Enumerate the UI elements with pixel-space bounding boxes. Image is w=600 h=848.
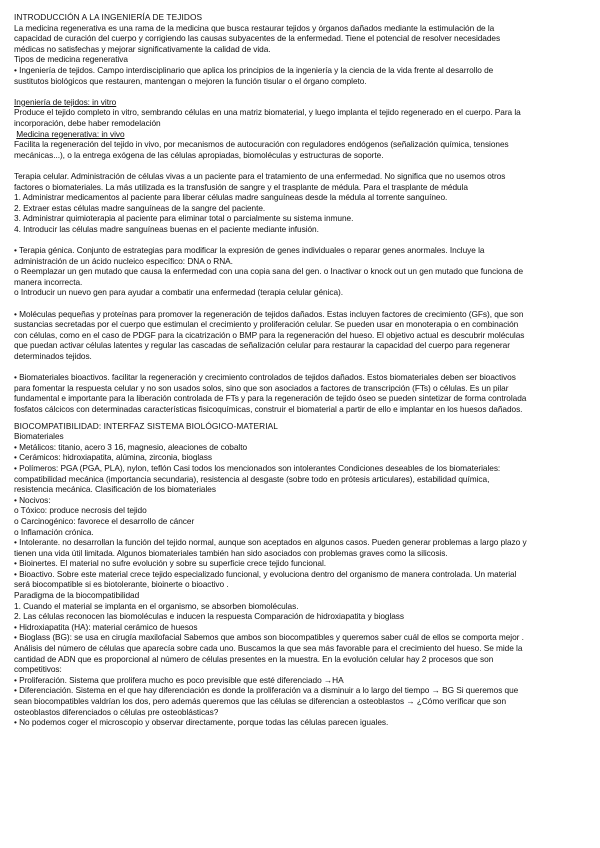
text-line: • Cerámicos: hidroxiapatita, alúmina, zirconia, bioglass <box>14 452 212 463</box>
text-line: • Polímeros: PGA (PGA, PLA), nylon, teflón Casi todos los mencionados son intolerantes Condiciones deseables de los biomateriales: <box>14 462 501 473</box>
text-line: Análisis del número de células que aparecía sobre cada uno. Buscamos la que sea más favorable para el crecimiento del hueso. Se mide la <box>14 643 523 654</box>
text-line: Paradigma de la biocompatibilidad <box>14 590 140 601</box>
text-line: administración de un ácido nucleico específico: DNA o RNA. <box>14 255 233 266</box>
terapia-genica-paragraph <box>14 245 590 298</box>
text-line: manera incorrecta. <box>14 276 83 287</box>
text-line: sustancias secretadas por el cuerpo que estimulan el crecimiento y proliferación celular. Se pueden usar en monoterapia o en combinación <box>14 319 519 330</box>
text-line: sustitutos biológicos que restauren, mantengan o mejoren la función tisular o el órgano completo. <box>14 75 367 86</box>
text-line: • Proliferación. Sistema que prolifera mucho es poco previsible que esté diferenciado →HA <box>14 674 344 685</box>
text-line: mecánicas...), o la entrega exógena de las células apropiadas, biomoléculas y estructuras de soporte. <box>14 149 384 160</box>
text-line: • No podemos coger el microscopio y observar directamente, porque todas las células parecen iguales. <box>14 717 389 728</box>
text-line: Produce el tejido completo in vitro, sembrando células en una matriz biomaterial, y luego implanta el tejido regenerado en el cuerpo. Para la <box>14 107 521 118</box>
text-line: • Terapia génica. Conjunto de estrategias para modificar la expresión de genes individuales o reparar genes anormales. Incluye la <box>14 245 485 256</box>
text-line: Terapia celular. Administración de células vivas a un paciente para el tratamiento de una enfermedad. No significa que no usemos otros <box>14 170 506 181</box>
text-line: Biomateriales <box>14 431 64 442</box>
text-line: será biocompatible si es biotolerante, bioinerte o bioactivo . <box>14 579 229 590</box>
spacer <box>14 86 590 97</box>
text-line: 2. Las células reconocen las biomoléculas e inducen la respuesta Comparación de hidroxiapatita y bioglass <box>14 611 405 622</box>
in-vitro-heading: Ingeniería de tejidos: in vitro <box>14 96 117 107</box>
text-line: • Nocivos: <box>14 494 51 505</box>
text-line: • Moléculas pequeñas y proteínas para promover la regeneración de tejidos dañados. Estas incluyen factores de crecimiento (GFs), que son <box>14 308 524 319</box>
text-line: • Biomateriales bioactivos. facilitar la regeneración y crecimiento controlados de tejidos dañados. Estos biomateriales deben ser bioactivos <box>14 372 516 383</box>
text-line: incorporación, debe haber remodelación <box>14 117 161 128</box>
text-line: cantidad de ADN que es proporcional al número de células presentes en la muestra. En la evolución celular hay 2 procesos que son <box>14 653 494 664</box>
intro-paragraph <box>14 23 590 55</box>
spacer <box>14 160 590 171</box>
text-line: fosfatos cálcicos con determinadas características fisicoquímicas, construir el biomaterial a partir de ello e implantar en los huesos dañados. <box>14 403 523 414</box>
text-line: competitivos: <box>14 664 62 675</box>
biocompatibilidad-body <box>14 431 590 728</box>
text-line: para fomentar la respuesta celular y no son usados solos, sino que son asociados a factores de transcripción (FTs) o células. Es un pilar <box>14 382 509 393</box>
text-line: determinados tejidos. <box>14 351 92 361</box>
text-line: o Tóxico: produce necrosis del tejido <box>14 505 147 516</box>
text-line: • Ingeniería de tejidos. Campo interdisciplinario que aplica los principios de la ingeniería y la ciencia de la vida frente al desarrollo de <box>14 64 494 75</box>
in-vivo-heading: Medicina regenerativa: in vivo <box>16 128 125 139</box>
text-line: 1. Cuando el material se implanta en el organismo, se absorben biomoléculas. <box>14 600 299 611</box>
text-line: 4. Introducir las células madre sanguíneas buenas en el paciente mediante infusión. <box>14 223 319 234</box>
text-line: • Bioinertes. El material no sufre evolución y sobre su superficie crece tejido funcional. <box>14 558 327 569</box>
spacer <box>14 234 590 245</box>
types-heading: Tipos de medicina regenerativa <box>14 54 128 65</box>
text-line: o Carcinogénico: favorece el desarrollo de cáncer <box>14 515 195 526</box>
biomateriales-bioactivos-paragraph <box>14 372 590 414</box>
text-line: • Metálicos: titanio, acero 3 16, magnesio, aleaciones de cobalto <box>14 441 248 452</box>
text-line: • Diferenciación. Sistema en el que hay diferenciación es donde la proliferación va a disminuir a lo largo del tiempo → BG Si queremos que <box>14 685 519 696</box>
text-line: 3. Administrar quimioterapia al paciente para eliminar total o parcialmente su sistema inmune. <box>14 213 354 224</box>
text-line: tienen una vida útil limitada. Algunos biomateriales también han sido asociados con problemas graves como la silicosis. <box>14 547 448 558</box>
text-line: médicas no satisfechas y mejorar significativamente la calidad de vida. <box>14 43 271 54</box>
text-line: o Inflamación crónica. <box>14 526 94 537</box>
text-line: 1. Administrar medicamentos al paciente para liberar células madre sanguíneas desde la médula al torrente sanguíneo. <box>14 192 448 203</box>
text-line: o Reemplazar un gen mutado que causa la enfermedad con una copia sana del gen. o Inactivar o knock out un gen mutado que funciona de <box>14 266 524 277</box>
text-line: compatibilidad mecánica (importancia secundaria), resistencia al desgaste (sobre todo en prótesis articulares), estabilidad química, <box>14 473 490 484</box>
text-line: capacidad de curación del cuerpo y corrigiendo las causas subyacentes de la enfermedad. Tiene el potencial de resolver necesidades <box>14 33 501 44</box>
text-line: • Bioactivo. Sobre este material crece tejido especializado funcional, y evoluciona dentro del organismo de manera controlada. Un material <box>14 568 517 579</box>
text-line: osteoblastos diferenciados o células pre osteoblásticas? <box>14 706 219 717</box>
text-line: La medicina regenerativa es una rama de la medicina que busca restaurar tejidos y órganos dañados mediante la estimulación de la <box>14 22 495 33</box>
text-line: que puedan activar células latentes y regular las cascadas de señalización celular para restaurar la capacidad del cuerpo para regenerar <box>14 340 510 351</box>
text-line: sean biocompatibles valdrían los dos, pero además queremos que las células se diferencian a osteoblastos → ¿Cómo verificar que son <box>14 696 507 706</box>
text-line: fundamental e importante para la liberación controlada de FTs y para la regeneración de tejido óseo se pueden sintetizar de forma controlada <box>14 393 527 404</box>
spacer <box>14 362 590 373</box>
section-title-biocompatibilidad: BIOCOMPATIBILIDAD: INTERFAZ SISTEMA BIOLÓGICO-MATERIAL <box>14 420 279 431</box>
spacer <box>14 298 590 309</box>
moleculas-paragraph <box>14 309 590 362</box>
text-line: 2. Extraer estas células madre sanguíneas de la sangre del paciente. <box>14 202 266 213</box>
text-line: Facilita la regeneración del tejido in vivo, por mecanismos de autocuración con reguladores endógenos (señalización química, tensiones <box>14 139 509 150</box>
text-line: con células, como en el caso de PDGF para la cicatrización o BMP para la regeneración del hueso. El objetivo actual es descubrir moléculas <box>14 329 525 340</box>
section-title-intro: INTRODUCCIÓN A LA INGENIERÍA DE TEJIDOS <box>14 12 203 22</box>
text-line: • Hidroxiapatita (HA): material cerámico de huesos <box>14 621 198 632</box>
text-line: factores o biomateriales. La más utilizada es la transfusión de sangre y el trasplante de médula. Para el trasplante de médula <box>14 181 468 192</box>
text-line: resistencia mecánica. Clasificación de los biomateriales <box>14 484 216 495</box>
text-line: • Bioglass (BG): se usa en cirugía maxilofacial Sabemos que ambos son biocompatibles y queremos saber cuál de ellos se comporta mejor . <box>14 632 524 643</box>
text-line: • Intolerante. no desarrollan la función del tejido normal, aunque son aceptados en algunos casos. Pueden generar problemas a largo plazo y <box>14 537 527 548</box>
text-line: o Introducir un nuevo gen para ayudar a combatir una enfermedad (terapia celular génica). <box>14 287 344 298</box>
terapia-celular-paragraph <box>14 171 590 235</box>
